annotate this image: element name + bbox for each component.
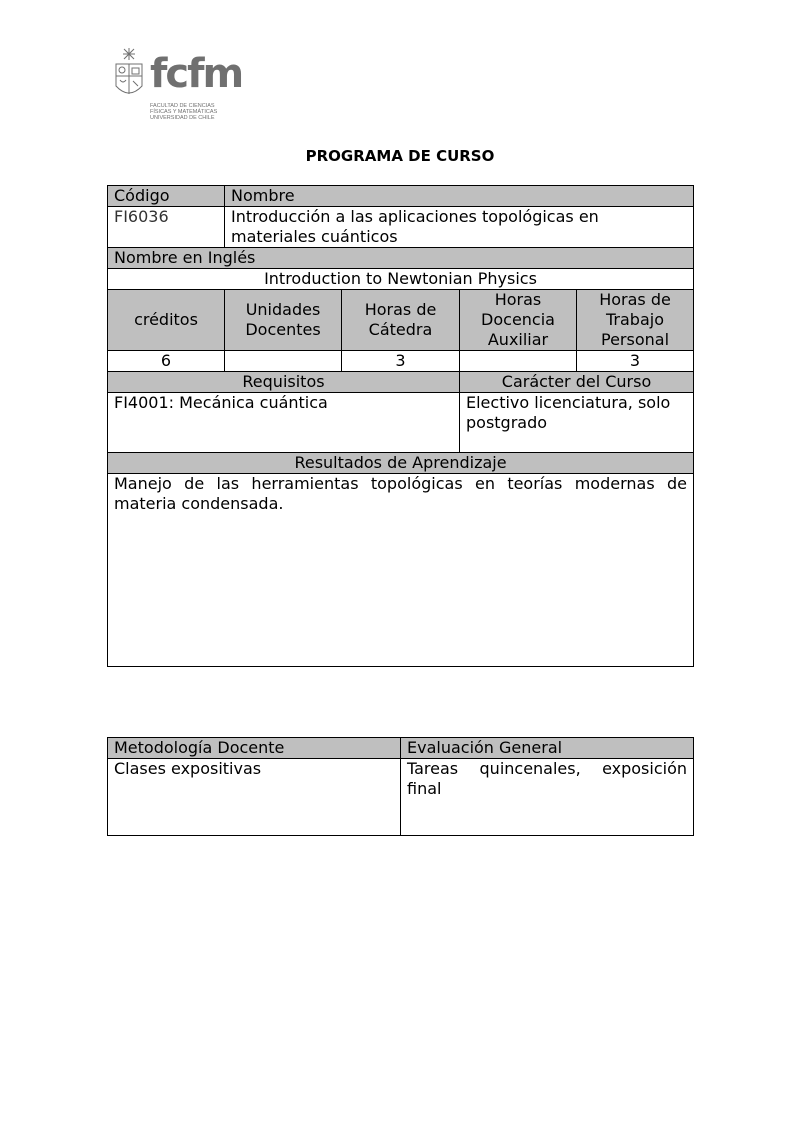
name-label: Nombre xyxy=(225,186,694,207)
header-horas-docencia-auxiliar: Horas Docencia Auxiliar xyxy=(460,290,577,351)
english-name: Introduction to Newtonian Physics xyxy=(108,269,694,290)
english-name-label: Nombre en Inglés xyxy=(108,248,694,269)
metodologia-label: Metodología Docente xyxy=(108,738,401,759)
caracter-value: Electivo licenciatura, solo postgrado xyxy=(460,393,694,453)
course-code: FI6036 xyxy=(108,207,225,248)
methodology-table xyxy=(107,737,694,836)
evaluacion-label: Evaluación General xyxy=(401,738,694,759)
resultados-text: Manejo de las herramientas topológicas en teorías modernas de materia condensada. xyxy=(108,474,694,667)
header-creditos: créditos xyxy=(108,290,225,351)
page-title: PROGRAMA DE CURSO xyxy=(305,147,495,165)
logo-subtitle: FACULTAD DE CIENCIAS FÍSICAS Y MATEMÁTICAS UNIVERSIDAD DE CHILE xyxy=(150,103,218,121)
header-horas-trabajo-personal: Horas de Trabajo Personal xyxy=(577,290,694,351)
logo-wordmark: fcfm xyxy=(150,51,243,97)
value-creditos: 6 xyxy=(108,351,225,372)
value-horas-catedra: 3 xyxy=(342,351,460,372)
value-horas-docencia-auxiliar xyxy=(460,351,577,372)
header-unidades-docentes: Unidades Docentes xyxy=(225,290,342,351)
university-emblem-icon xyxy=(112,46,146,102)
course-name: Introducción a las aplicaciones topológicas en materiales cuánticos xyxy=(225,207,694,248)
code-label: Código xyxy=(108,186,225,207)
resultados-label: Resultados de Aprendizaje xyxy=(108,453,694,474)
requisitos-label: Requisitos xyxy=(108,372,460,393)
header-horas-catedra: Horas de Cátedra xyxy=(342,290,460,351)
requisitos-value: FI4001: Mecánica cuántica xyxy=(108,393,460,453)
evaluacion-value: Tareas quincenales, exposición final xyxy=(401,759,694,836)
metodologia-value: Clases expositivas xyxy=(108,759,401,836)
value-unidades-docentes xyxy=(225,351,342,372)
fcfm-logo xyxy=(112,46,242,128)
caracter-label: Carácter del Curso xyxy=(460,372,694,393)
value-horas-trabajo-personal: 3 xyxy=(577,351,694,372)
course-table xyxy=(107,185,694,667)
